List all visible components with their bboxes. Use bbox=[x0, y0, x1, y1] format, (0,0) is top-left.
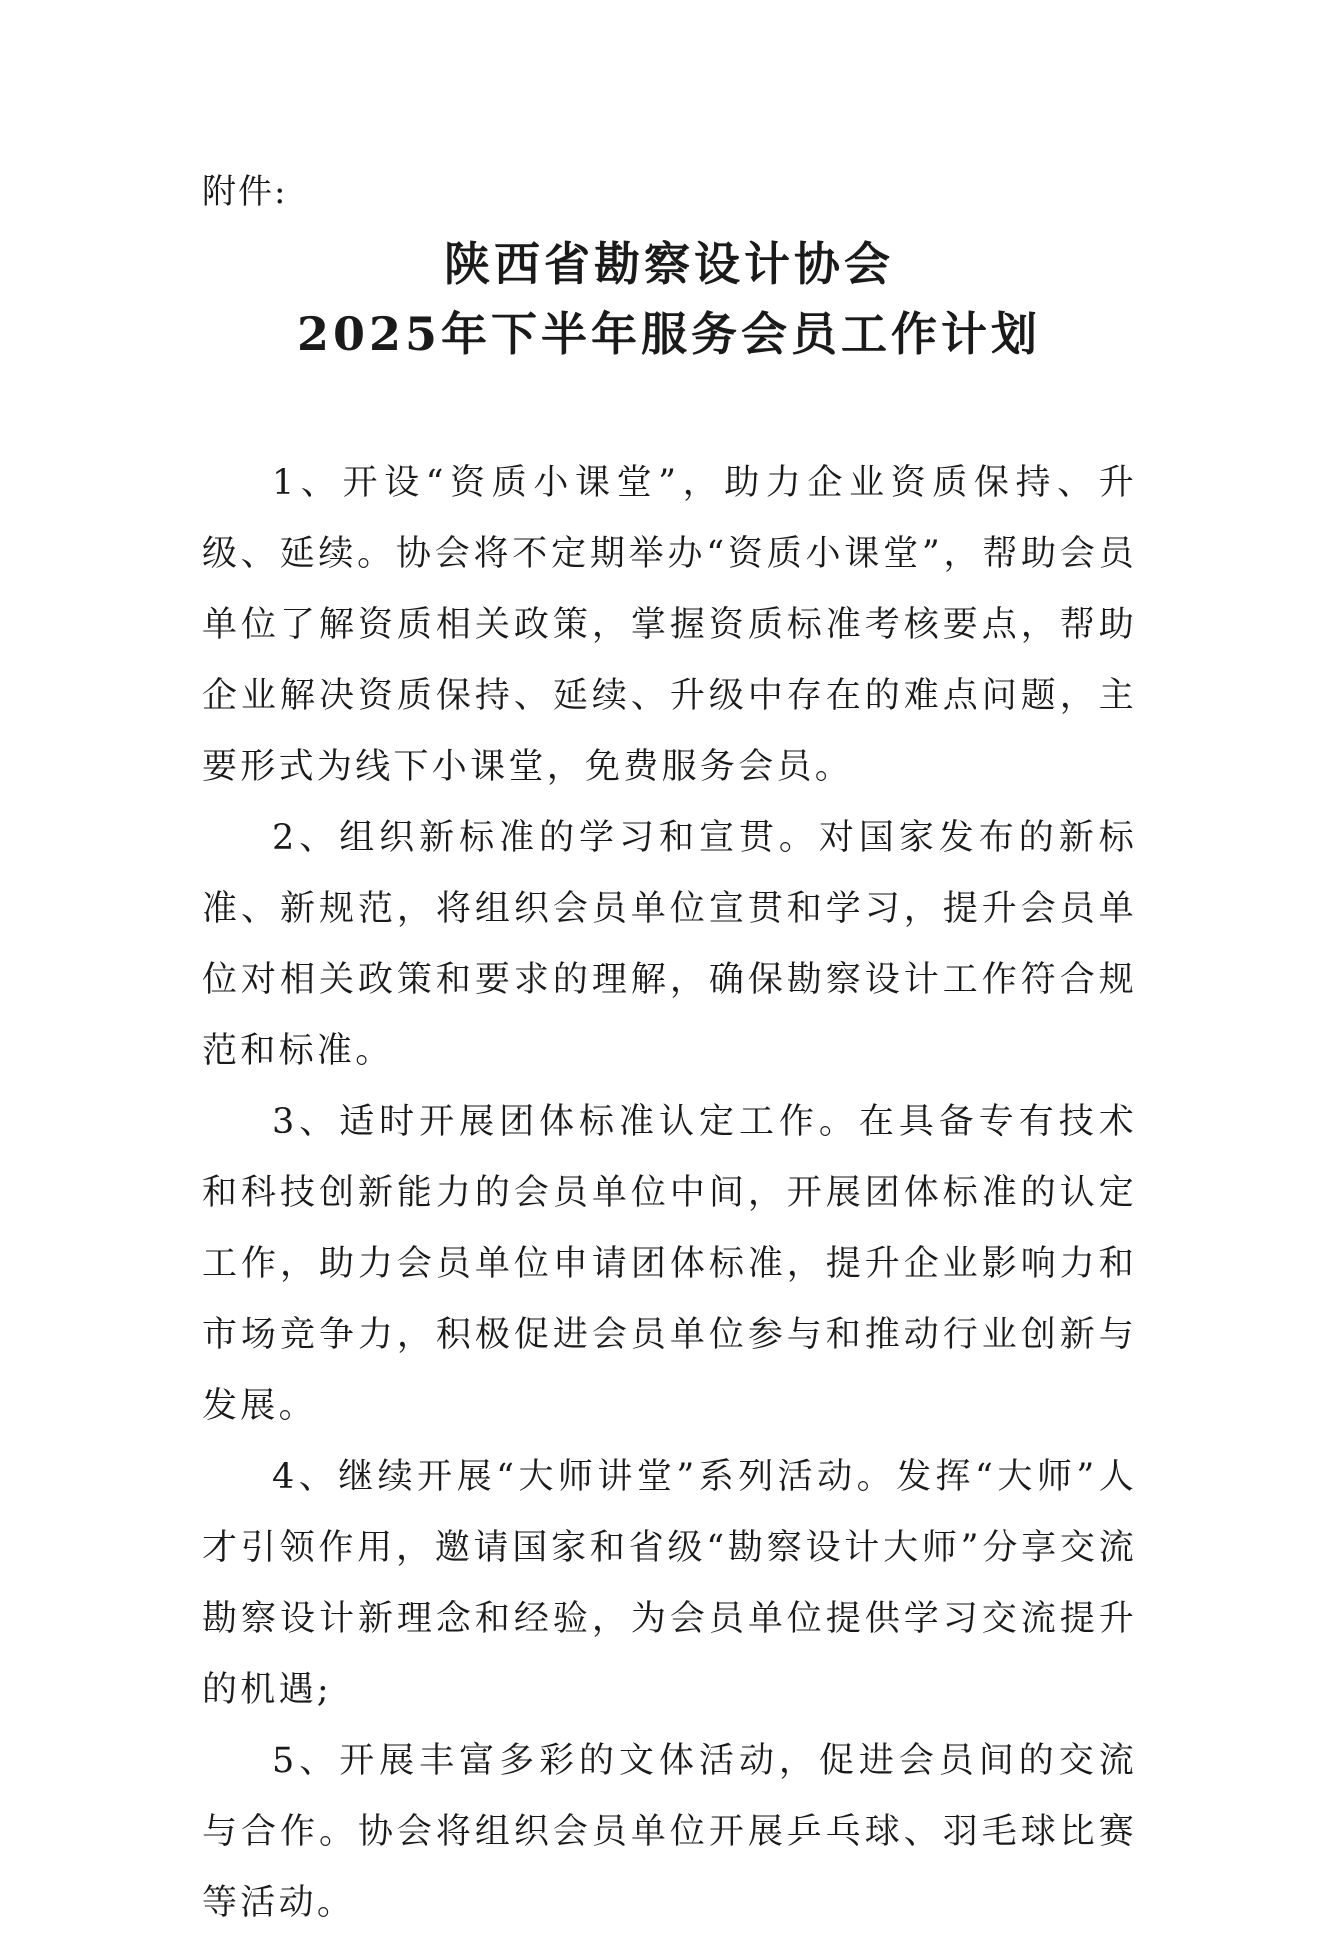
document-title-line-1: 陕西省勘察设计协会 bbox=[444, 237, 894, 291]
paragraph-3: 3、适时开展团体标准认定工作。在具备专有技术和科技创新能力的会员单位中间，开展团体标准的认定工作，助力会员单位申请团体标准，提升企业影响力和市场竞争力，积极促进会员单位参与和推动行业创新与发展。 bbox=[202, 1102, 1137, 1426]
paragraph-5: 5、开展丰富多彩的文体活动，促进会员间的交流与合作。协会将组织会员单位开展乒乓球、羽毛球比赛等活动。 bbox=[202, 1741, 1137, 1923]
paragraph-4: 4、继续开展“大师讲堂”系列活动。发挥“大师”人才引领作用，邀请国家和省级“勘察设计大师”分享交流勘察设计新理念和经验，为会员单位提供学习交流提升的机遇; bbox=[202, 1457, 1137, 1710]
document-body bbox=[202, 448, 1137, 1939]
paragraph-2: 2、组织新标准的学习和宣贯。对国家发布的新标准、新规范，将组织会员单位宣贯和学习，提升会员单位对相关政策和要求的理解，确保勘察设计工作符合规范和标准。 bbox=[202, 818, 1137, 1071]
paragraph-1: 1、开设“资质小课堂”，助力企业资质保持、升级、延续。协会将不定期举办“资质小课堂”，帮助会员单位了解资质相关政策，掌握资质标准考核要点，帮助企业解决资质保持、延续、升级中存在的难点问题，主要形式为线下小课堂，免费服务会员。 bbox=[202, 463, 1137, 787]
attachment-label: 附件: bbox=[202, 172, 288, 212]
document-title-line-2: 2025年下半年服务会员工作计划 bbox=[296, 307, 1042, 361]
